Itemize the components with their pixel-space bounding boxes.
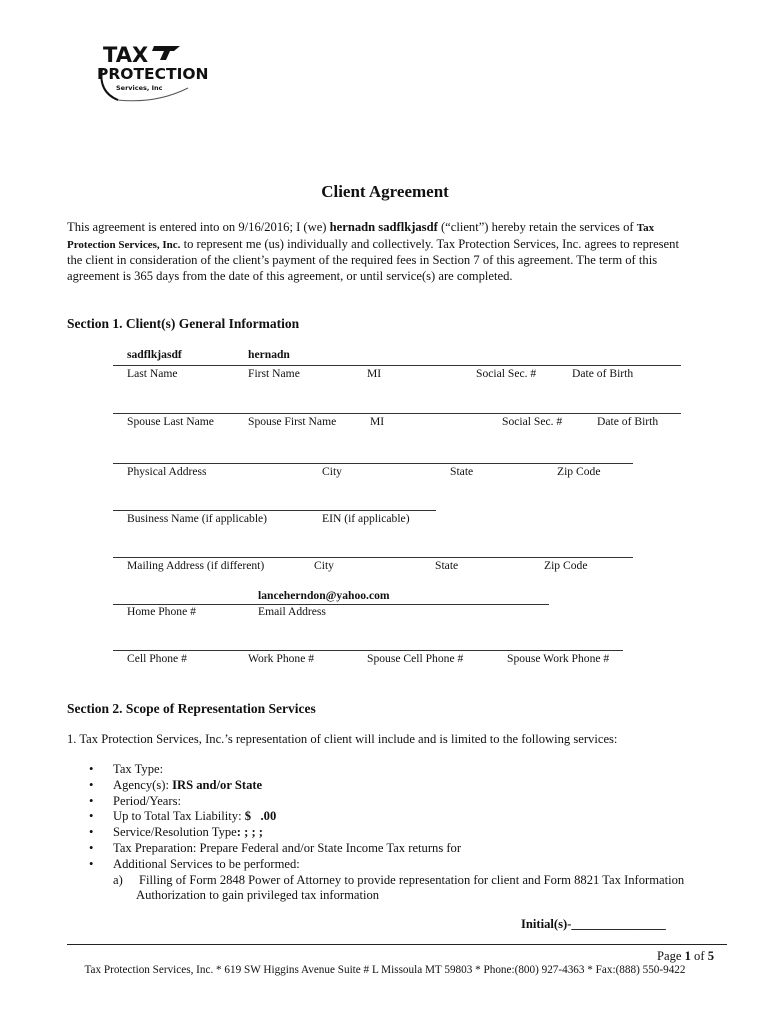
email-value: lanceherndon@yahoo.com (258, 589, 390, 602)
section2-heading: Section 2. Scope of Representation Services (67, 701, 316, 716)
label-spouse-cell: Spouse Cell Phone # (367, 652, 464, 665)
label-spouse-first: Spouse First Name (248, 415, 337, 428)
agreement-intro: This agreement is entered into on 9/16/2016; I (we) hernadn sadflkjasdf (“client”) hereby retain the services of Tax Protection Services, Inc. to represent me (us) individually and collectively. Tax Protection Services, Inc. agrees to represent the client in consideration of the client’s payment of the required fees in Section 7 of this agreement. The term of this agreement is 365 days from the date of this agreement, or until service(s) are completed. (67, 220, 679, 283)
row4-line (113, 510, 436, 511)
first-name-value: hernadn (248, 348, 290, 361)
sub-item-a-line2: Authorization to gain privileged tax information (136, 888, 380, 902)
label-state: State (450, 465, 474, 478)
list-item-service-type: • Service/Resolution Type: ; ; ; (87, 825, 461, 841)
row7-line (113, 650, 623, 651)
label-city: City (322, 465, 342, 478)
label-spouse-last: Spouse Last Name (127, 415, 214, 428)
initials-field: Initial(s)-_______________ (521, 917, 666, 931)
row2-line (113, 413, 681, 414)
client-name: hernadn sadflkjasdf (329, 220, 438, 234)
label-zip: Zip Code (557, 465, 601, 478)
label-cell-phone: Cell Phone # (127, 652, 187, 665)
label-spouse-dob: Date of Birth (597, 415, 659, 428)
logo-text-tax: TAX (103, 43, 149, 67)
last-name-value: sadflkjasdf (127, 348, 182, 361)
label-spouse-ssn: Social Sec. # (502, 415, 563, 428)
footer-divider (67, 944, 727, 945)
list-item-tax-prep: • Tax Preparation: Prepare Federal and/or State Income Tax returns for (87, 841, 461, 857)
sub-item-a-line1: Filling of Form 2848 Power of Attorney to provide representation for client and Form 8821 Tax Information (139, 873, 685, 887)
label-spouse-mi: MI (370, 415, 385, 428)
row3-line (113, 463, 633, 464)
label-business-name: Business Name (if applicable) (127, 512, 268, 525)
page-number: Page 1 of 5 (656, 949, 714, 963)
services-list (87, 762, 461, 873)
label-first-name: First Name (248, 367, 300, 380)
list-item-period: • Period/Years: (87, 794, 461, 810)
row1-line (113, 365, 681, 366)
label-home-phone: Home Phone # (127, 605, 196, 618)
label-dob: Date of Birth (572, 367, 634, 380)
logo-text-protection: PROTECTION (97, 65, 209, 83)
company-logo (96, 40, 214, 104)
label-work-phone: Work Phone # (248, 652, 315, 665)
row5-line (113, 557, 633, 558)
sub-item-a-marker: a) (113, 873, 123, 887)
logo-swoosh (152, 46, 180, 60)
label-mail-state: State (435, 559, 459, 572)
label-ssn: Social Sec. # (476, 367, 537, 380)
label-mailing-address: Mailing Address (if different) (127, 559, 265, 572)
list-item-additional: • Additional Services to be performed: (87, 857, 461, 873)
logo-text-services: Services, Inc (116, 84, 163, 92)
label-ein: EIN (if applicable) (322, 512, 410, 525)
list-item-tax-type: • Tax Type: (87, 762, 461, 778)
label-spouse-work: Spouse Work Phone # (507, 652, 610, 665)
label-mail-city: City (314, 559, 334, 572)
list-item-agency: • Agency(s): IRS and/or State (87, 778, 461, 794)
label-physical-address: Physical Address (127, 465, 207, 478)
list-item-liability: • Up to Total Tax Liability: $ .00 (87, 809, 461, 825)
label-last-name: Last Name (127, 367, 178, 380)
section1-heading: Section 1. Client(s) General Information (67, 316, 300, 331)
label-email-address: Email Address (258, 605, 326, 618)
section2-intro: 1. Tax Protection Services, Inc.’s representation of client will include and is limited to the following services: (67, 732, 618, 746)
label-mail-zip: Zip Code (544, 559, 588, 572)
page-title: Client Agreement (321, 182, 449, 201)
label-mi: MI (367, 367, 382, 380)
footer-address: Tax Protection Services, Inc. * 619 SW Higgins Avenue Suite # L Missoula MT 59803 * Phone:(800) 927-4363 * Fax:(888) 550-9422 (84, 964, 686, 976)
